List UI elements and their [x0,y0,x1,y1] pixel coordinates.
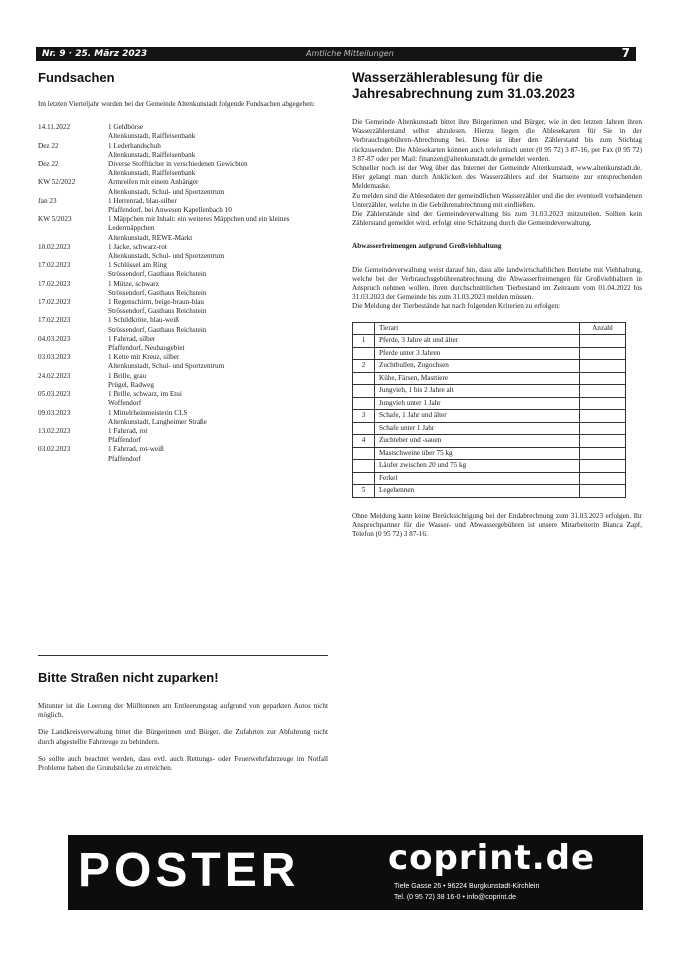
row-number [353,472,375,485]
row-number [353,422,375,435]
row-tierart: Zuchtbullen, Zugochsen [375,360,580,373]
row-anzahl [580,422,626,435]
fundsachen-intro: Im letzten Vierteljahr wurden bei der Gemeinde Altenkunstadt folgende Fundsachen abgegeben: [38,100,315,108]
list-item [38,445,328,454]
table-row [353,385,626,398]
section-label: Amtliche Mitteilungen [306,49,394,58]
table-row [353,460,626,473]
fundsache-item: 1 Fahrrad, silber [108,334,156,343]
banner-poster-text: POSTER [78,844,300,897]
list-item [38,151,328,160]
fundsache-date: 03.03.2023 [38,353,71,362]
banner-brand-logo: coprint.de [388,838,596,878]
zuparken-paragraph-3: So sollte auch beachtet werden, dass evtl. auch Rettungs- oder Feuerwehrfahrzeuge im Notfall Probleme haben die Grundstücke zu erreichen. [38,754,328,773]
fundsache-location: Altenkunstadt, Raiffeisenbank [108,150,196,159]
list-item [38,123,328,132]
wasser-paragraph-3: Zu melden sind die Ablesedaten der gemeindlichen Wasserzähler und die der eventuell vorhandenen Unterzähler, welche in die Gebührenabrechnung mit einfließen. [352,191,642,209]
coprint-ad-banner [68,835,643,910]
table-row [353,372,626,385]
table-row [353,397,626,410]
row-number: 1 [353,335,375,348]
row-tierart: Zuchteber und -sauen [375,435,580,448]
fundsachen-list [38,123,328,464]
list-item [38,261,328,270]
row-tierart: Legehennen [375,485,580,498]
page-number: 7 [621,46,630,60]
list-item [38,280,328,289]
list-item [38,455,328,464]
fundsache-date: 24.02.2023 [38,371,71,380]
fundsache-date: 03.02.2023 [38,445,71,454]
left-column [38,70,328,464]
tierbestand-table [352,322,626,498]
fundsache-location: Strössendorf, Gasthaus Reichstein [108,270,207,279]
list-item [38,409,328,418]
row-anzahl [580,472,626,485]
fundsache-location: Strössendorf, Gasthaus Reichstein [108,307,207,316]
list-item [38,436,328,445]
list-item [38,197,328,206]
right-column [352,70,642,539]
list-item [38,252,328,261]
table-row [353,485,626,498]
list-item [38,169,328,178]
row-anzahl [580,435,626,448]
row-number [353,447,375,460]
row-number [353,385,375,398]
list-item [38,362,328,371]
fundsache-date: KW 5/2023 [38,215,72,224]
wasser-closing: Ohne Meldung kann keine Berücksichtigung bei der Endabrechnung zum 31.03.2023 erfolgen. Ihr Ansprechpartner für die Wasser- und Abwassergebühren ist unsere Mitarbeiterin Bianca Zapf, Telefon (0 95 72) 3 87-16. [352,511,642,539]
fundsache-location: Woffendorf [108,399,142,408]
row-tierart: Jungvieh, 1 bis 2 Jahre alt [375,385,580,398]
fundsache-item: 1 Mittelrheinmeisterin CLS [108,408,188,417]
list-item [38,427,328,436]
fundsache-item: 1 Mütze, schwarz [108,279,159,288]
fundsache-item: 1 Brille, grau [108,371,147,380]
header-tierart: Tierart [375,322,580,335]
fundsache-item: 1 Herrenrad, blau-silber [108,196,177,205]
fundsache-location: Strössendorf, Gasthaus Reichstein [108,325,207,334]
wasser-paragraph-5: Die Gemeindeverwaltung weist darauf hin, dass alle landwirtschaftlichen Betriebe mit Viehhaltung, welche bei der Verbrauchsgebührenabrechnung die Abwasserfreimengen für Großviehhaltern in Anspruch nehmen wollen, ihren durchschnittlichen Tierbestand im Zeitraum vom 01.04.2022 bis 31.03.2023 der Gemeinde bis zum 31.03.2023 melden müssen. [352,265,642,302]
fundsache-date: KW 52/2022 [38,178,76,187]
row-number: 5 [353,485,375,498]
page-header-bar [36,47,636,61]
list-item [38,418,328,427]
fundsache-location: Altenkunstadt, Schul- und Sportzentrum [108,252,225,261]
row-anzahl [580,397,626,410]
issue-label: Nr. 9 · 25. März 2023 [42,49,148,59]
row-tierart: Mastschweine über 75 kg [375,447,580,460]
row-tierart: Schafe unter 1 Jahr [375,422,580,435]
fundsache-date: 17.02.2023 [38,316,71,325]
list-item [38,326,328,335]
fundsache-location: Pfaffendorf, bei Anwesen Kapellenbach 10 [108,206,232,215]
table-row [353,335,626,348]
list-item [38,289,328,298]
fundsache-date: 13.02.2023 [38,426,71,435]
section-divider [38,655,328,656]
fundsache-date: 09.03.2023 [38,408,71,417]
row-anzahl [580,335,626,348]
list-item [38,390,328,399]
table-row [353,447,626,460]
fundsache-date: Dez 22 [38,141,59,150]
fundsache-location: Pfaffendorf [108,436,141,445]
wasser-paragraph-4: Die Zählerstände sind der Gemeindeverwaltung bis zum 31.03.2023 mitzuteilen. Sollten kein Zählerstand gemeldet wird, erfolgt eine Schätzung durch die Gemeindeverwaltung. [352,210,642,228]
row-anzahl [580,410,626,423]
fundsache-date: 17.02.2023 [38,279,71,288]
fundsache-location: Altenkunstadt, Raiffeisenbank [108,132,196,141]
table-row [353,360,626,373]
row-number [353,460,375,473]
list-item [38,178,328,187]
list-item [38,160,328,169]
list-item [38,206,328,215]
list-item [38,399,328,408]
list-item [38,372,328,381]
fundsache-item: Armreifen mit einem Anhänger [108,178,199,187]
wasser-paragraph-2: Schneller noch ist der Weg über das Internet der Gemeinde Altenkunstadt, www.altenkunstadt.de. Hier gelangt man durch Anklicken des Wasserzählers auf der Startseite zur entsprechenden Meldemaske. [352,164,642,191]
fundsache-location: Altenkunstadt, Schul- und Sportzentrum [108,187,225,196]
row-number: 2 [353,360,375,373]
wasser-paragraph-1: Die Gemeinde Altenkunstadt bittet ihre Bürgerinnen und Bürger, wie in den letzten Jahren ihren Wasserzählerstand selbst abzulesen. Hierzu liegen die Ablesekarten für Sie in der Verbrauchsgebühren-Abrechnung bei. Diese ist über den Zählerstand bis zum Stichtag rückzusenden. Die Ablesekarten können auch telefonisch unter (0 95 72) 3 87-16, per Fax (0 95 72) 3 87-87 oder per Mail: finanzen@altenkunstadt.de gemeldet werden. [352,118,642,163]
row-anzahl [580,385,626,398]
fundsache-item: 1 Mäppchen mit Inhalt: ein weiteres Mäppchen und ein kleines Ledermäppchen [108,215,290,233]
fundsache-item: 1 Jacke, schwarz-rot [108,242,167,251]
row-anzahl [580,360,626,373]
zuparken-title: Bitte Straßen nicht zuparken! [38,670,219,685]
list-item [38,243,328,252]
list-item [38,270,328,279]
row-number [353,372,375,385]
fundsache-location: Strössendorf, Gasthaus Reichstein [108,288,207,297]
list-item [38,215,328,233]
list-item [38,234,328,243]
fundsache-item: 1 Regenschirm, beige-braun-blau [108,298,204,307]
banner-phone: Tel. (0 95 72) 38 16-0 • info@coprint.de [394,894,517,901]
fundsache-item: Diverse Stofftücher in verschiedenen Gewichten [108,160,248,169]
list-item [38,142,328,151]
wasser-paragraph-6: Die Meldung der Tierbestände hat nach folgenden Kriterien zu erfolgen: [352,302,561,311]
fundsache-location: Pfaffendorf, Neubaugebiet [108,344,185,353]
fundsache-date: 05.03.2023 [38,390,71,399]
fundsache-location: Altenkunstadt, REWE-Markt [108,233,193,242]
fundsache-date: Dez 22 [38,160,59,169]
fundsache-item: 1 Schildkröte, blau-weiß [108,316,179,325]
fundsache-location: Altenkunstadt, Raiffeisenbank [108,169,196,178]
table-row [353,347,626,360]
row-anzahl [580,460,626,473]
list-item [38,307,328,316]
row-tierart: Pferde unter 3 Jahren [375,347,580,360]
row-anzahl [580,485,626,498]
row-number: 3 [353,410,375,423]
table-row [353,435,626,448]
fundsache-date: 17.02.2023 [38,298,71,307]
fundsache-date: 14.11.2022 [38,123,71,132]
fundsache-item: 1 Geldbörse [108,123,143,132]
wasser-title-line-1: Wasserzählerablesung für die [352,70,543,85]
row-tierart: Ferkel [375,472,580,485]
banner-address: Tiefe Gasse 26 • 96224 Burgkunstadt-Kirchlein [394,883,540,890]
zuparken-paragraph-2: Die Landkreisverwaltung bittet die Bürgerinnen und Bürger, die Zufahrten zur Abfuhrung nicht durch abgestellte Fahrzeuge zu behindern. [38,728,328,746]
wasser-subheading: Abwasserfreimengen aufgrund Großviehhaltung [352,242,502,251]
zuparken-paragraph-1: Mitunter ist die Leerung der Mülltonnen am Entleerungstag aufgrund von geparkten Autos nicht möglich. [38,702,328,720]
header-anzahl: Anzahl [580,322,626,335]
row-tierart: Jungvieh unter 1 Jahr [375,397,580,410]
table-header-row [353,322,626,335]
fundsache-item: 1 Kette mit Kreuz, silber [108,353,180,362]
row-anzahl [580,372,626,385]
list-item [38,335,328,344]
row-anzahl [580,347,626,360]
fundsache-location: Pfaffendorf [108,454,141,463]
row-tierart: Pferde, 3 Jahre alt und älter [375,335,580,348]
table-row [353,410,626,423]
fundsache-item: 1 Brille, schwarz, im Etui [108,390,182,399]
list-item [38,188,328,197]
row-anzahl [580,447,626,460]
row-number: 4 [353,435,375,448]
row-number [353,347,375,360]
zuparken-section [38,670,328,773]
list-item [38,381,328,390]
row-number [353,397,375,410]
list-item [38,298,328,307]
fundsache-item: 1 Fahrrad, rot [108,426,148,435]
fundsache-date: Jan 23 [38,196,57,205]
fundsache-item: 1 Lederhandschuh [108,141,161,150]
fundsache-item: 1 Schlüssel am Ring [108,261,167,270]
fundsache-date: 10.02.2023 [38,242,71,251]
row-tierart: Schafe, 1 Jahr und älter [375,410,580,423]
fundsache-location: Altenkunstadt, Schul- und Sportzentrum [108,362,225,371]
fundsache-item: 1 Fahrrad, rot-weiß [108,445,164,454]
fundsachen-title: Fundsachen [38,70,115,85]
table-row [353,472,626,485]
fundsache-date: 17.02.2023 [38,261,71,270]
fundsache-date: 04.03.2023 [38,334,71,343]
row-tierart: Kühe, Färsen, Masttiere [375,372,580,385]
fundsache-location: Altenkunstadt, Langheimer Straße [108,417,207,426]
list-item [38,132,328,141]
wasser-title-line-2: Jahresabrechnung zum 31.03.2023 [352,86,575,101]
list-item [38,353,328,362]
fundsache-location: Prügel, Radweg [108,380,154,389]
list-item [38,316,328,325]
row-tierart: Läufer zwischen 20 und 75 kg [375,460,580,473]
list-item [38,344,328,353]
table-row [353,422,626,435]
